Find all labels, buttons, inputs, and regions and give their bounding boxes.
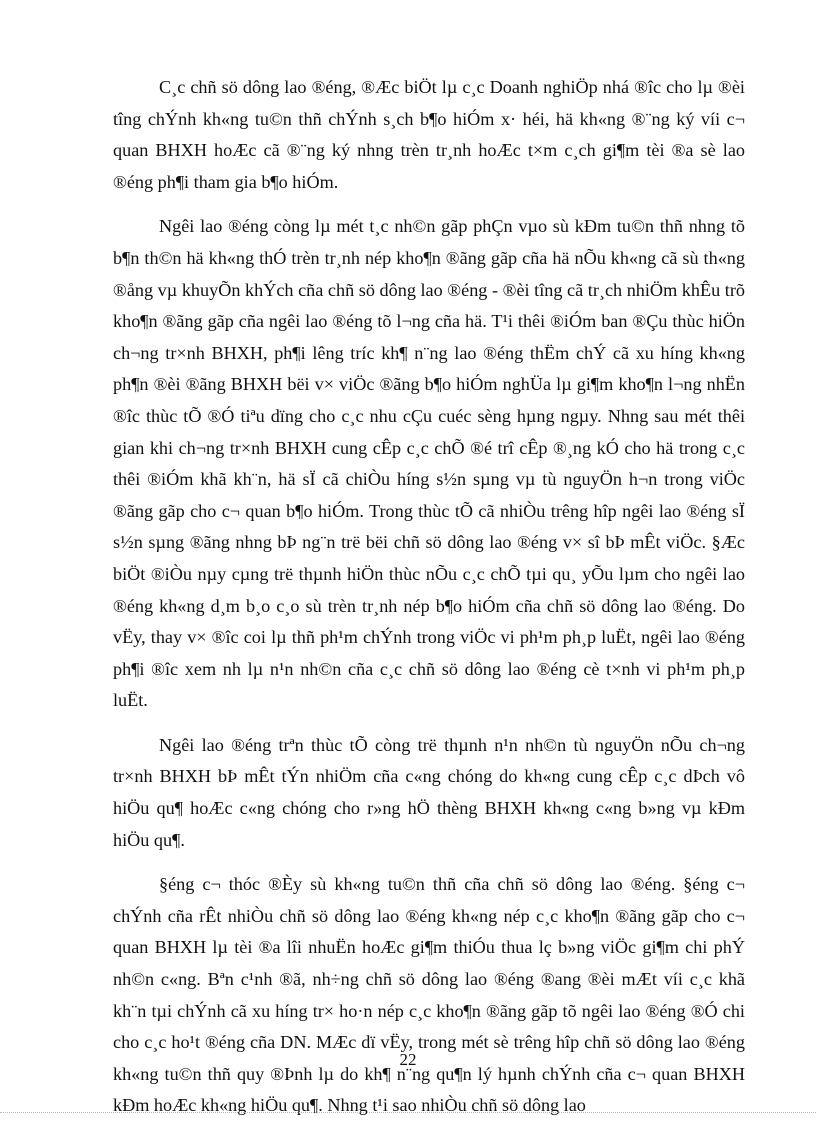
paragraph-2: Ngêi lao ®éng còng lµ mét t¸c nh©n gãp phÇn vµo sù kÐm tu©n thñ nhng tõ b¶n th©n hä kh«ng thÓ trèn tr¸nh nép kho¶n ®ãng gãp cña hä nÕu kh«ng cã sù th«ng ®ång vµ khuyÕn khÝch cña chñ sö dông lao ®éng - ®èi tîng cã tr¸ch nhiÖm khÊu trõ kho¶n ®ãng gãp cña ngêi lao ®éng tõ l¬ng cña hä. T¹i thêi ®iÓm ban ®Çu thùc hiÖn ch¬ng tr×nh BHXH, ph¶i lêng tríc kh¶ n¨ng lao ®éng thËm chÝ cã xu híng kh«ng ph¶n ®èi ®ãng BHXH bëi v× viÖc ®ãng b¶o hiÓm nghÜa lµ gi¶m kho¶n l¬ng nhËn ®îc thùc tÕ ®Ó tiªu dïng cho c¸c nhu cÇu cuéc sèng hµng ngµy. Nhng sau mét thêi gian khi ch¬ng tr×nh BHXH cung cÊp c¸c chÕ ®é trî cÊp ®¸ng kÓ cho hä trong c¸c thêi ®iÓm khã kh¨n, hä sÏ cã chiÒu híng s½n sµng vµ tù nguyÖn h¬n trong viÖc ®ãng gãp cho c¬ quan b¶o hiÓm. Trong thùc tÕ cã nhiÒu trêng hîp ngêi lao ®éng sÏ s½n sµng ®ãng nhng bÞ ng¨n trë bëi chñ sö dông lao ®éng v× sî bÞ mÊt viÖc. §Æc biÖt ®iÒu nµy cµng trë thµnh hiÖn thùc nÕu c¸c chÕ tµi qu¸ yÕu lµm cho ngêi lao ®éng kh«ng d¸m b¸o c¸o sù trèn tr¸nh nép b¶o hiÓm cña chñ sö dông lao ®éng. Do vËy, thay v× ®îc coi lµ thñ ph¹m chÝnh trong viÖc vi ph¹m ph¸p luËt, ngêi lao ®éng ph¶i ®îc xem nh lµ n¹n nh©n cña c¸c chñ sö dông lao ®éng cè t×nh vi ph¹m ph¸p luËt. [113, 216, 745, 711]
page-number: 22 [399, 1050, 417, 1069]
paragraph-1: C¸c chñ sö dông lao ®éng, ®Æc biÖt lµ c¸c Doanh nghiÖp nhá ®îc cho lµ ®èi tîng chÝnh kh«ng tu©n thñ chÝnh s¸ch b¶o hiÓm x· héi, hä kh«ng ®¨ng ký víi c¬ quan BHXH hoÆc cã ®¨ng ký nhng trèn tr¸nh hoÆc t×m c¸ch gi¶m tèi ®a sè lao ®éng ph¶i tham gia b¶o hiÓm. [113, 77, 745, 192]
body-text [113, 72, 745, 1135]
paragraph-3: Ngêi lao ®éng trªn thùc tÕ còng trë thµnh n¹n nh©n tù nguyÖn nÕu ch¬ng tr×nh BHXH bÞ mÊt tÝn nhiÖm cña c«ng chóng do kh«ng cung cÊp c¸c dÞch vô hiÖu qu¶ hoÆc c«ng chóng cho r»ng hÖ thèng BHXH kh«ng c«ng b»ng vµ kÐm hiÖu qu¶. [113, 734, 745, 850]
paragraph-4: §éng c¬ thóc ®Èy sù kh«ng tu©n thñ cña chñ sö dông lao ®éng. §éng c¬ chÝnh cña rÊt nhiÒu chñ sö dông lao ®éng kh«ng nép c¸c kho¶n ®ãng gãp cho c¬ quan BHXH lµ tèi ®a lîi nhuËn hoÆc gi¶m thiÓu thua lç b»ng viÖc gi¶m chi phÝ nh©n c«ng. Bªn c¹nh ®ã, nh÷ng chñ sö dông lao ®éng ®ang ®èi mÆt víi c¸c khã kh¨n tµi chÝnh cã xu híng tr× ho·n nép c¸c kho¶n ®ãng gãp tõ ngêi lao ®éng ®Ó chi cho c¸c ho¹t ®éng cña DN. MÆc dï vËy, trong mét sè trêng hîp chñ sö dông lao ®éng kh«ng tu©n thñ quy ®Þnh lµ do kh¶ n¨ng qu¶n lý hµnh chÝnh cña c¬ quan BHXH kÐm hoÆc kh«ng hiÖu qu¶. Nhng t¹i sao nhiÒu chñ sö dông lao [113, 874, 745, 1116]
page-bottom-divider [0, 1112, 816, 1113]
